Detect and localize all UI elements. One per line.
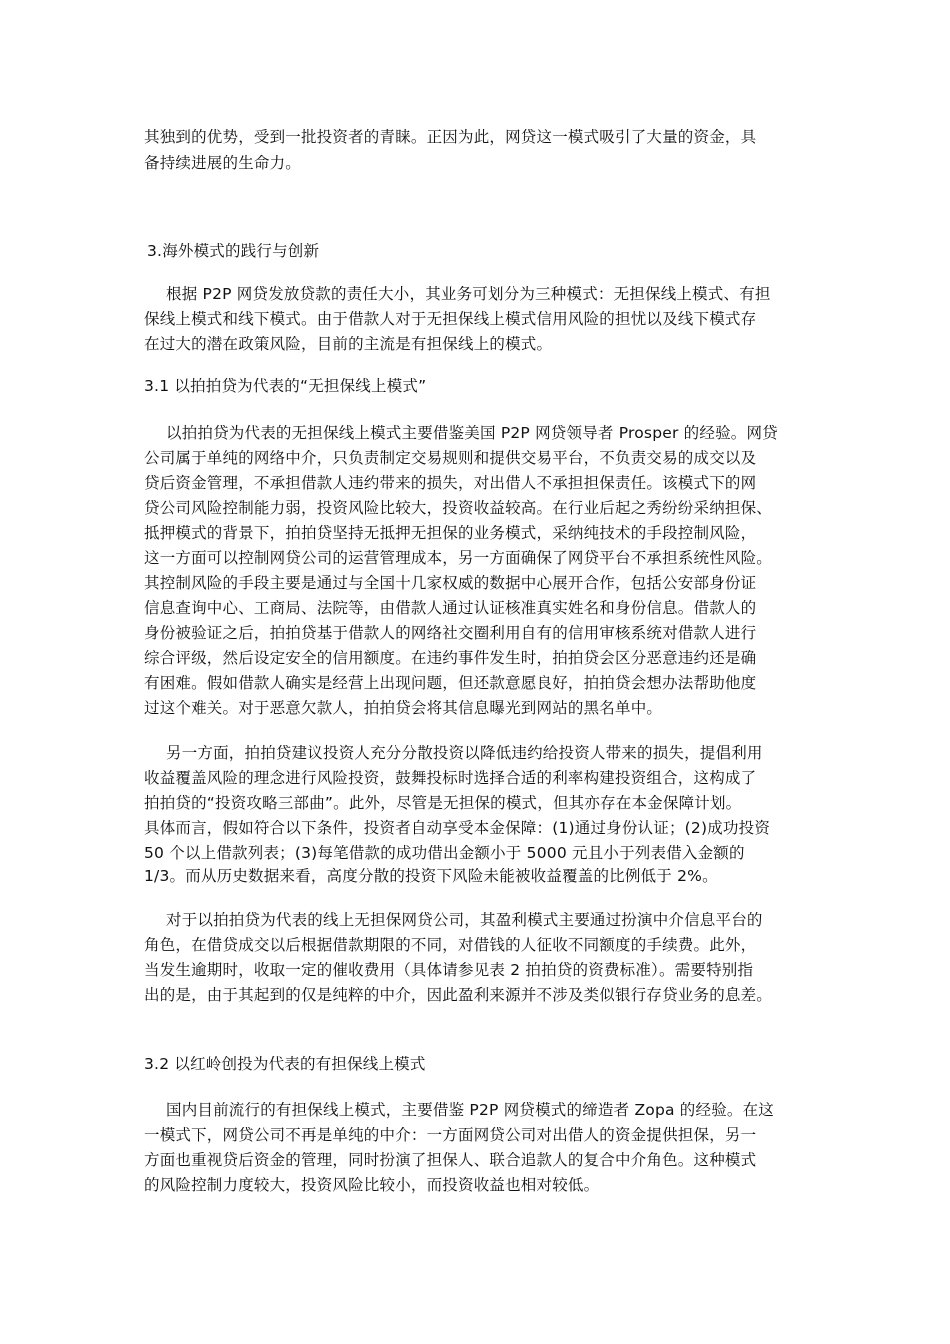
section-3-paragraph-line-3: 在过大的潜在政策风险，目前的主流是有担保线上的模式。 (144, 335, 553, 353)
section-3-1-p1-line-7: 其控制风险的手段主要是通过与全国十几家权威的数据中心展开合作，包括公安部身份证 (144, 574, 757, 592)
section-3-1-p2-line-5: 50 个以上借款列表；(3)每笔借款的成功借出金额小于 5000 元且小于列表借入金额的 (144, 844, 745, 862)
section-3-1-p3-line-3: 当发生逾期时，收取一定的催收费用（具体请参见表 2 拍拍贷的资费标准）。需要特别指 (144, 961, 754, 979)
section-3-1-p1-line-4: 贷公司风险控制能力弱，投资风险比较大，投资收益较高。在行业后起之秀纷纷采纳担保、 (144, 499, 773, 517)
section-3-1-p1-line-11: 有困难。假如借款人确实是经营上出现问题，但还款意愿良好，拍拍贷会想办法帮助他度 (144, 674, 757, 692)
section-3-1-p3-line-2: 角色，在借贷成交以后根据借款期限的不同，对借钱的人征收不同额度的手续费。此外， (144, 936, 757, 954)
section-3-2-paragraph-line-3: 方面也重视贷后资金的管理，同时扮演了担保人、联合追款人的复合中介角色。这种模式 (144, 1151, 757, 1169)
section-3-1-p2-line-3: 拍拍贷的“投资攻略三部曲”。此外，尽管是无担保的模式，但其亦存在本金保障计划。 (144, 794, 742, 812)
section-3-2-heading: 3.2 以红岭创投为代表的有担保线上模式 (144, 1055, 426, 1073)
section-3-2-paragraph-line-1: 国内目前流行的有担保线上模式，主要借鉴 P2P 网贷模式的缔造者 Zopa 的经验。在这 (166, 1101, 775, 1119)
section-3-1-p1-line-5: 抵押模式的背景下，拍拍贷坚持无抵押无担保的业务模式，采纳纯技术的手段控制风险， (144, 524, 757, 542)
intro-line-2: 备持续进展的生命力。 (144, 154, 302, 172)
section-3-1-p1-line-12: 过这个难关。对于恶意欠款人，拍拍贷会将其信息曝光到网站的黑名单中。 (144, 699, 663, 717)
section-3-1-p1-line-6: 这一方面可以控制网贷公司的运营管理成本，另一方面确保了网贷平台不承担系统性风险。 (144, 549, 773, 567)
section-3-2-paragraph-line-2: 一模式下，网贷公司不再是单纯的中介：一方面网贷公司对出借人的资金提供担保，另一 (144, 1126, 757, 1144)
section-3-1-p1-line-9: 身份被验证之后，拍拍贷基于借款人的网络社交圈利用自有的信用审核系统对借款人进行 (144, 624, 757, 642)
section-3-paragraph-line-1: 根据 P2P 网贷发放贷款的责任大小，其业务可划分为三种模式：无担保线上模式、有担 (166, 285, 771, 303)
section-3-1-heading: 3.1 以拍拍贷为代表的“无担保线上模式” (144, 377, 427, 395)
section-3-1-p1-line-1: 以拍拍贷为代表的无担保线上模式主要借鉴美国 P2P 网贷领导者 Prosper 的经验。网贷 (166, 424, 778, 442)
intro-line-1: 其独到的优势，受到一批投资者的青睐。正因为此，网贷这一模式吸引了大量的资金，具 (144, 128, 757, 146)
section-3-1-p2-line-1: 另一方面，拍拍贷建议投资人充分分散投资以降低违约给投资人带来的损失，提倡利用 (166, 744, 763, 762)
section-3-1-p3-line-1: 对于以拍拍贷为代表的线上无担保网贷公司，其盈利模式主要通过扮演中介信息平台的 (166, 911, 763, 929)
section-3-1-p3-line-4: 出的是，由于其起到的仅是纯粹的中介，因此盈利来源并不涉及类似银行存贷业务的息差。 (144, 986, 773, 1004)
section-3-1-p1-line-10: 综合评级，然后设定安全的信用额度。在违约事件发生时，拍拍贷会区分恶意违约还是确 (144, 649, 757, 667)
section-3-paragraph-line-2: 保线上模式和线下模式。由于借款人对于无担保线上模式信用风险的担忧以及线下模式存 (144, 310, 757, 328)
section-3-1-p2-line-6: 1/3。而从历史数据来看，高度分散的投资下风险未能被收益覆盖的比例低于 2%。 (144, 867, 718, 885)
section-3-1-p2-line-2: 收益覆盖风险的理念进行风险投资，鼓舞投标时选择合适的利率构建投资组合，这构成了 (144, 769, 757, 787)
section-3-1-p1-line-3: 贷后资金管理，不承担借款人违约带来的损失，对出借人不承担担保责任。该模式下的网 (144, 474, 757, 492)
section-3-1-p2-line-4: 具体而言，假如符合以下条件，投资者自动享受本金保障：(1)通过身份认证；(2)成功投资 (144, 819, 771, 837)
section-3-heading: 3.海外模式的践行与创新 (147, 242, 320, 260)
section-3-1-p1-line-8: 信息查询中心、工商局、法院等，由借款人通过认证核准真实姓名和身份信息。借款人的 (144, 599, 757, 617)
section-3-1-p1-line-2: 公司属于单纯的网络中介，只负责制定交易规则和提供交易平台，不负责交易的成交以及 (144, 449, 757, 467)
section-3-2-paragraph-line-4: 的风险控制力度较大，投资风险比较小，而投资收益也相对较低。 (144, 1176, 600, 1194)
